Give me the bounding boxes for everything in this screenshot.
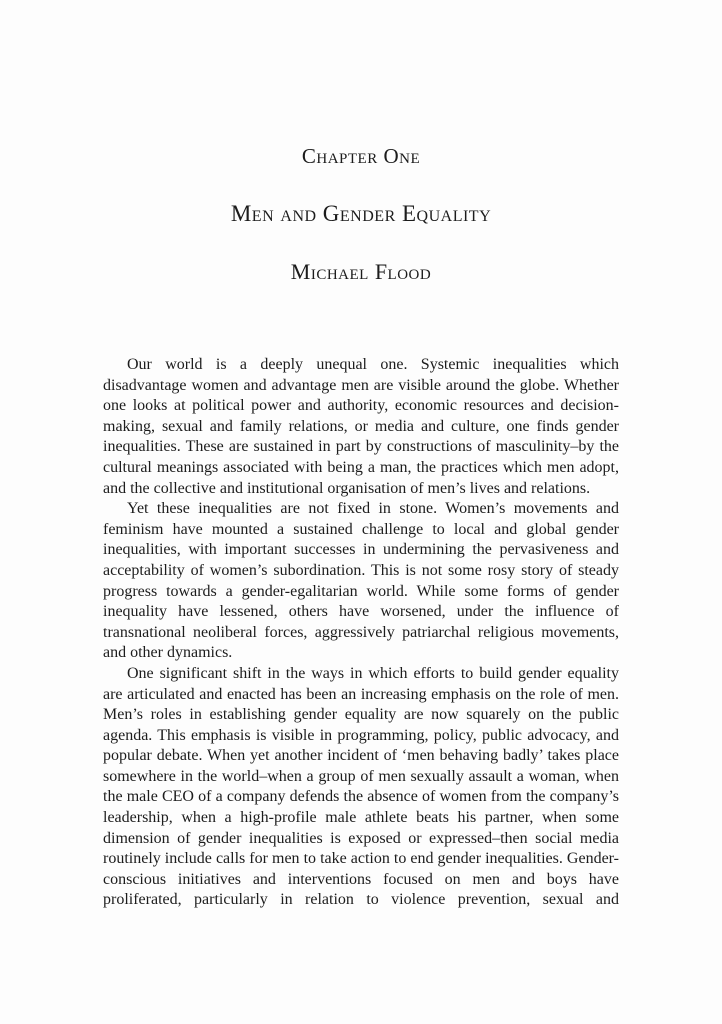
chapter-author: Michael Flood bbox=[290, 259, 432, 284]
chapter-title: Men and Gender Equality bbox=[230, 201, 492, 226]
page-body bbox=[103, 355, 619, 911]
chapter-number: Chapter One bbox=[301, 144, 421, 168]
paragraph: Our world is a deeply unequal one. Systemic inequalities which disadvantage women and advantage men are visible around the globe. Whether one looks at political power and authority, economic resources and decision-making, sexual and family relations, or media and culture, one finds gender inequalities. These are sustained in part by constructions of masculinity–by the cultural meanings associated with being a man, the practices which men adopt, and the collective and institutional organisation of men’s lives and relations. bbox=[103, 356, 619, 497]
paragraph: One significant shift in the ways in which efforts to build gender equality are articulated and enacted has been an increasing emphasis on the role of men. Men’s roles in establishing gender equality are now squarely on the public agenda. This emphasis is visible in programming, policy, public advocacy, and popular debate. When yet another incident of ‘men behaving badly’ takes place somewhere in the world–when a group of men sexually assault a woman, when the male CEO of a company defends the absence of women from the company’s leadership, when a high-profile male athlete beats his partner, when some dimension of gender inequalities is exposed or expressed–then social media routinely include calls for men to take action to end gender inequalities. Gender-conscious initiatives and interventions focused on men and boys have proliferated, particularly in relation to violence prevention, sexual and bbox=[103, 664, 619, 909]
chapter-header bbox=[0, 0, 722, 284]
paragraph: Yet these inequalities are not fixed in stone. Women’s movements and feminism have mounted a sustained challenge to local and global gender inequalities, with important successes in undermining the pervasiveness and acceptability of women’s subordination. This is not some rosy story of steady progress towards a gender-egalitarian world. While some forms of gender inequality have lessened, others have worsened, under the influence of transnational neoliberal forces, aggressively patriarchal religious movements, and other dynamics. bbox=[103, 500, 619, 662]
